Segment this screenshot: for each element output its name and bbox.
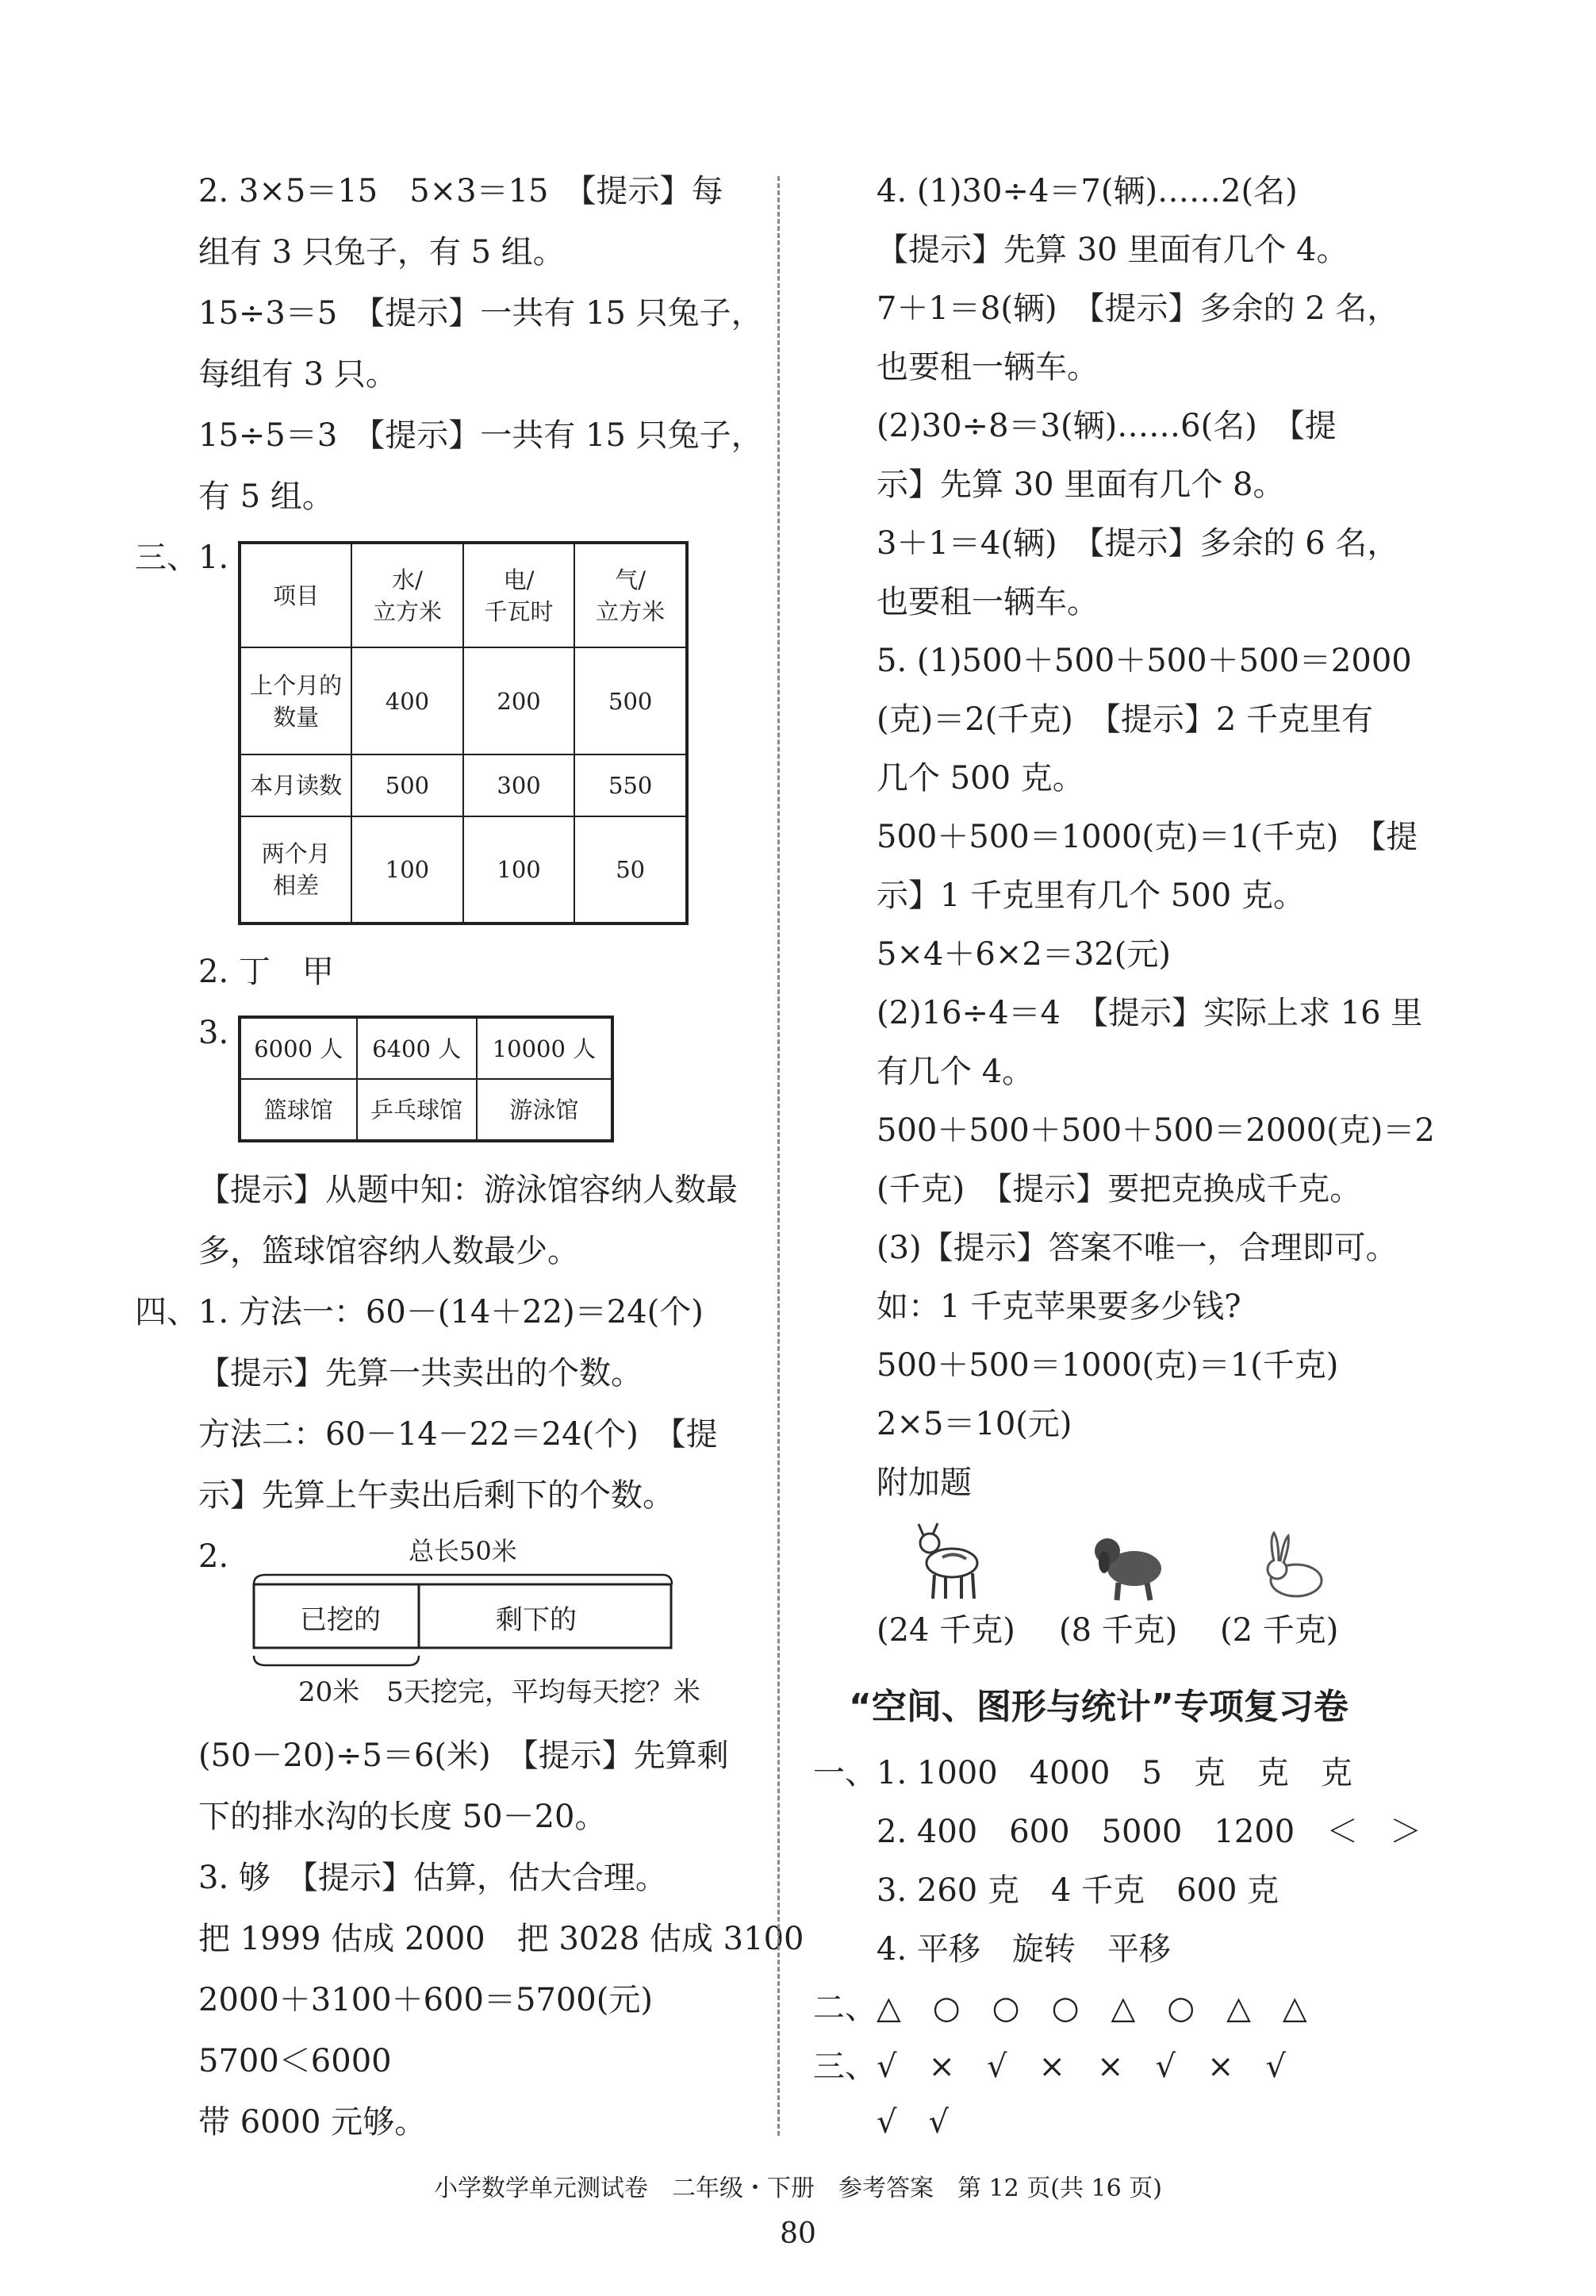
answer-line: 15÷5＝3 【提示】一共有 15 只兔子， [198, 417, 763, 454]
answer-line: 3. 260 克 4 千克 600 克 [877, 1872, 1279, 1909]
answer-line: 4. (1)30÷4＝7(辆)……2(名) [877, 173, 1298, 209]
diagram-total-label: 总长50米 [409, 1536, 517, 1566]
dog-icon [1087, 1527, 1170, 1603]
answer-line: 把 1999 估成 2000 把 3028 估成 3100 [198, 1921, 804, 1957]
answer-line: (50－20)÷5＝6(米) 【提示】先算剩 [198, 1737, 729, 1774]
answer-line: 【提示】先算一共卖出的个数。 [198, 1355, 643, 1392]
page-number: 80 [780, 2217, 816, 2250]
table-header-gas: 气/ 立方米 [574, 543, 687, 647]
answer-line: (克)＝2(千克) 【提示】2 千克里有 [877, 701, 1374, 738]
table-row: 本月读数 500 300 550 [240, 754, 687, 816]
diagram-bottom-label: 20米 5天挖完，平均每天挖？米 [298, 1676, 700, 1708]
section-label: 三、1. [135, 539, 229, 576]
animal-weight-rabbit: (2 千克) [1220, 1612, 1339, 1649]
venue-table: 6000 人 6400 人 10000 人 篮球馆 乒乓球馆 游泳馆 [238, 1016, 614, 1142]
rabbit-icon [1252, 1531, 1331, 1603]
answer-line: 每组有 3 只。 [198, 356, 397, 393]
answer-line: 4. 平移 旋转 平移 [877, 1931, 1171, 1968]
bonus-title: 附加题 [877, 1465, 972, 1501]
answer-line: 示】先算上午卖出后剩下的个数。 [198, 1477, 674, 1514]
answer-line: 组有 3 只兔子，有 5 组。 [198, 234, 565, 271]
answer-line: 3. 够 【提示】估算，估大合理。 [198, 1860, 667, 1896]
answer-line: 如：1 千克苹果要多少钱? [877, 1288, 1241, 1325]
answer-line: 5. (1)500＋500＋500＋500＝2000 [877, 643, 1412, 679]
answer-line: 2000＋3100＋600＝5700(元) [198, 1982, 653, 2018]
page-footer: 小学数学单元测试卷 二年级・下册 参考答案 第 12 页(共 16 页) [434, 2175, 1162, 2202]
answer-line: 也要租一辆车。 [877, 584, 1099, 620]
answer-line: 多，篮球馆容纳人数最少。 [198, 1233, 579, 1269]
table-header-item: 项目 [240, 543, 351, 647]
answer-line: 二、△ ○ ○ ○ △ ○ △ △ [813, 1990, 1307, 2026]
answer-line: 5×4＋6×2＝32(元) [877, 936, 1171, 973]
answer-line: 2. 丁 甲 [198, 954, 334, 990]
answer-line: (千克) 【提示】要把克换成千克。 [877, 1171, 1362, 1208]
answer-line: (2)16÷4＝4 【提示】实际上求 16 里 [877, 995, 1423, 1031]
answer-line: 也要租一辆车。 [877, 349, 1099, 386]
answer-line: 有几个 4。 [877, 1054, 1034, 1090]
answer-line: 500＋500＋500＋500＝2000(克)＝2 [877, 1112, 1435, 1149]
answer-line: 带 6000 元够。 [198, 2104, 427, 2141]
answer-line: √ √ [877, 2104, 949, 2141]
answer-line: 方法二：60－14－22＝24(个) 【提 [198, 1416, 718, 1453]
answer-line: 四、1. 方法一：60－(14＋22)＝24(个) [135, 1294, 704, 1330]
table-header-water: 水/ 立方米 [351, 543, 463, 647]
answer-line: 2. 3×5＝15 5×3＝15 【提示】每 [198, 173, 723, 209]
section-heading: “空间、图形与统计”专项复习卷 [849, 1687, 1349, 1727]
animal-weight-goat: (24 千克) [877, 1612, 1015, 1649]
animal-weight-dog: (8 千克) [1059, 1612, 1178, 1649]
diagram-left-label: 剩下的 [496, 1604, 577, 1636]
answer-line: 三、√ × √ × × √ × √ [813, 2048, 1287, 2085]
answer-line: 500＋500＝1000(克)＝1(千克) [877, 1347, 1339, 1384]
answer-line: 几个 500 克。 [877, 760, 1084, 797]
diagram-dug-label: 已挖的 [300, 1604, 381, 1636]
answer-line: 【提示】先算 30 里面有几个 4。 [877, 232, 1349, 268]
section-label: 3. [198, 1015, 229, 1051]
answer-line: 7＋1＝8(辆) 【提示】多余的 2 名， [877, 290, 1399, 327]
answer-line: 示】1 千克里有几个 500 克。 [877, 877, 1305, 914]
goat-icon [911, 1519, 990, 1603]
column-divider [777, 176, 780, 2136]
table-row: 两个月 相差 100 100 50 [240, 816, 687, 923]
answer-line: 一、1. 1000 4000 5 克 克 克 [813, 1755, 1352, 1791]
section-label: 2. [198, 1538, 229, 1575]
answer-line: 示】先算 30 里面有几个 8。 [877, 466, 1285, 503]
table-header-electric: 电/ 千瓦时 [463, 543, 575, 647]
answer-line: 2. 400 600 5000 1200 ＜ ＞ [877, 1814, 1422, 1850]
answer-line: 3＋1＝4(辆) 【提示】多余的 6 名， [877, 525, 1399, 562]
answer-line: 500＋500＝1000(克)＝1(千克) 【提 [877, 819, 1418, 855]
answer-line: (3)【提示】答案不唯一，合理即可。 [877, 1230, 1398, 1266]
answer-line: (2)30÷8＝3(辆)……6(名) 【提 [877, 408, 1337, 444]
answer-line: 有 5 组。 [198, 478, 334, 515]
table-row: 上个月的 数量 400 200 500 [240, 647, 687, 754]
answer-line: 15÷3＝5 【提示】一共有 15 只兔子， [198, 295, 763, 332]
answer-line: 下的排水沟的长度 50－20。 [198, 1799, 607, 1835]
answer-line: 5700＜6000 [198, 2043, 392, 2079]
utility-table [238, 541, 689, 925]
answer-line: 【提示】从题中知：游泳馆容纳人数最 [198, 1172, 738, 1208]
answer-line: 2×5＝10(元) [877, 1406, 1072, 1442]
